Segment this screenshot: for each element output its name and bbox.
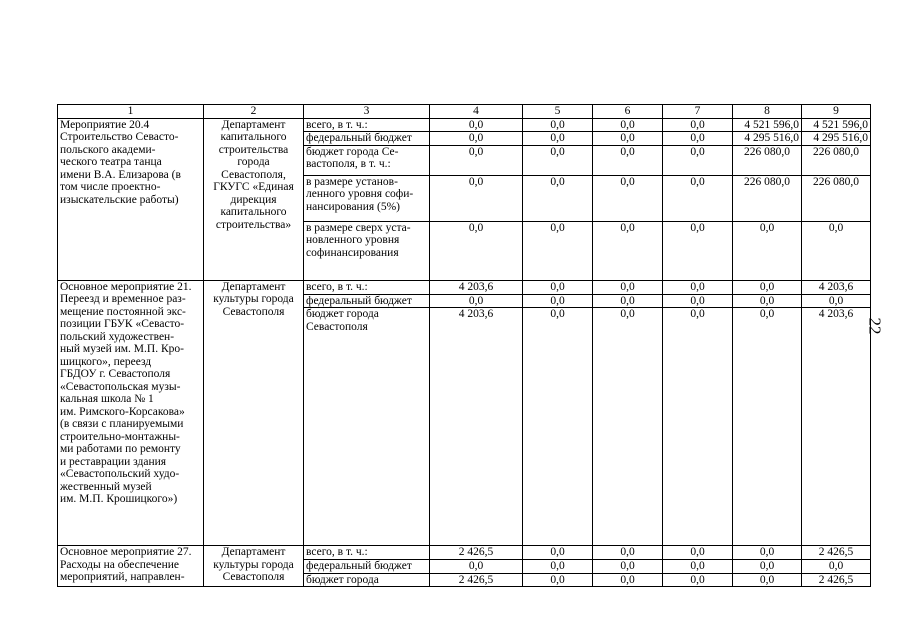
header-cell: 3: [304, 105, 430, 119]
header-cell: 7: [663, 105, 733, 119]
header-cell: 1: [58, 105, 204, 119]
source-cell: федеральный бюджет: [304, 294, 430, 308]
value-cell: 0,0: [593, 560, 663, 574]
header-cell: 8: [733, 105, 802, 119]
value-cell: 0,0: [733, 280, 802, 294]
value-cell: 226 080,0: [802, 145, 871, 175]
value-cell: 0,0: [523, 546, 593, 560]
value-cell: 0,0: [593, 308, 663, 546]
value-cell: 0,0: [430, 294, 523, 308]
value-cell: 0,0: [733, 560, 802, 574]
value-cell: 0,0: [430, 221, 523, 280]
value-cell: 4 295 516,0: [802, 132, 871, 146]
value-cell: 2 426,5: [430, 546, 523, 560]
page-number: 22: [865, 317, 885, 335]
value-cell: 4 203,6: [802, 280, 871, 294]
value-cell: 0,0: [430, 175, 523, 221]
value-cell: 4 295 516,0: [733, 132, 802, 146]
value-cell: 0,0: [430, 118, 523, 132]
value-cell: 2 426,5: [802, 546, 871, 560]
value-cell: 0,0: [593, 132, 663, 146]
value-cell: 0,0: [663, 560, 733, 574]
value-cell: 0,0: [523, 308, 593, 546]
value-cell: 0,0: [593, 145, 663, 175]
value-cell: 0,0: [802, 560, 871, 574]
value-cell: 0,0: [523, 132, 593, 146]
value-cell: 0,0: [733, 221, 802, 280]
financing-table: [57, 104, 871, 587]
value-cell: 226 080,0: [733, 175, 802, 221]
value-cell: 0,0: [663, 145, 733, 175]
value-cell: 0,0: [663, 546, 733, 560]
value-cell: 0,0: [663, 175, 733, 221]
value-cell: 0,0: [593, 546, 663, 560]
value-cell: 0,0: [733, 573, 802, 587]
header-cell: 9: [802, 105, 871, 119]
header-cell: 6: [593, 105, 663, 119]
value-cell: 0,0: [733, 546, 802, 560]
executor-cell: Департамент капитального строительства города Севастополя, ГКУГС «Единая дирекция капитального строительства»: [204, 118, 304, 280]
value-cell: 0,0: [593, 118, 663, 132]
executor-cell: Департамент культуры города Севастополя: [204, 280, 304, 546]
value-cell: 0,0: [523, 573, 593, 587]
source-cell: бюджет города Се- вастополя, в т. ч.:: [304, 145, 430, 175]
table-row: [58, 280, 871, 294]
source-cell: в размере сверх уста- новленного уровня софинансирования: [304, 221, 430, 280]
value-cell: 226 080,0: [733, 145, 802, 175]
header-cell: 2: [204, 105, 304, 119]
value-cell: 4 203,6: [430, 280, 523, 294]
value-cell: 0,0: [523, 280, 593, 294]
table-row: [58, 546, 871, 560]
source-cell: федеральный бюджет: [304, 132, 430, 146]
value-cell: 0,0: [663, 221, 733, 280]
source-cell: бюджет города: [304, 573, 430, 587]
value-cell: 0,0: [523, 560, 593, 574]
value-cell: 0,0: [593, 294, 663, 308]
value-cell: 0,0: [523, 145, 593, 175]
table-row: [58, 118, 871, 132]
value-cell: 0,0: [593, 221, 663, 280]
value-cell: 2 426,5: [430, 573, 523, 587]
source-cell: всего, в т. ч.:: [304, 280, 430, 294]
value-cell: 0,0: [733, 294, 802, 308]
header-cell: 5: [523, 105, 593, 119]
value-cell: 0,0: [593, 280, 663, 294]
value-cell: 0,0: [802, 221, 871, 280]
value-cell: 4 203,6: [430, 308, 523, 546]
value-cell: 0,0: [523, 221, 593, 280]
value-cell: 0,0: [593, 573, 663, 587]
value-cell: 0,0: [523, 294, 593, 308]
value-cell: 4 521 596,0: [733, 118, 802, 132]
value-cell: 0,0: [593, 175, 663, 221]
value-cell: 0,0: [430, 560, 523, 574]
value-cell: 0,0: [663, 308, 733, 546]
value-cell: 4 521 596,0: [802, 118, 871, 132]
value-cell: 0,0: [663, 280, 733, 294]
source-cell: бюджет города Севастополя: [304, 308, 430, 546]
measure-cell: Основное мероприятие 27. Расходы на обеспечение мероприятий, направлен-: [58, 546, 204, 587]
value-cell: 0,0: [663, 118, 733, 132]
value-cell: 0,0: [523, 175, 593, 221]
value-cell: 226 080,0: [802, 175, 871, 221]
value-cell: 0,0: [663, 132, 733, 146]
value-cell: 0,0: [733, 308, 802, 546]
value-cell: 0,0: [663, 294, 733, 308]
measure-cell: Мероприятие 20.4 Строительство Севасто- польского академи- ческого театра танца имени В.А. Елизарова (в том числе проектно- изыскательские работы): [58, 118, 204, 280]
source-cell: федеральный бюджет: [304, 560, 430, 574]
value-cell: 4 203,6: [802, 308, 871, 546]
header-row: [58, 105, 871, 119]
value-cell: 0,0: [523, 118, 593, 132]
source-cell: всего, в т. ч.:: [304, 118, 430, 132]
value-cell: 0,0: [430, 145, 523, 175]
measure-cell: Основное мероприятие 21. Переезд и временное раз- мещение постоянной экс- позиции ГБУК «Севасто- польский художествен- ный музей им. М.П. Кро- шицкого», переезд ГБДОУ г. Севастополя «Севастопольская музы- кальная школа № 1 им. Римского-Корсакова» (в связи с планируемыми строительно-монтажны- ми работами по ремонту и реставрации здания «Севастопольский худо- жественный музей им. М.П. Крошицкого»): [58, 280, 204, 546]
header-cell: 4: [430, 105, 523, 119]
value-cell: 0,0: [802, 294, 871, 308]
source-cell: всего, в т. ч.:: [304, 546, 430, 560]
value-cell: 0,0: [663, 573, 733, 587]
value-cell: 2 426,5: [802, 573, 871, 587]
source-cell: в размере установ- ленного уровня софи- нансирования (5%): [304, 175, 430, 221]
executor-cell: Департамент культуры города Севастополя: [204, 546, 304, 587]
value-cell: 0,0: [430, 132, 523, 146]
